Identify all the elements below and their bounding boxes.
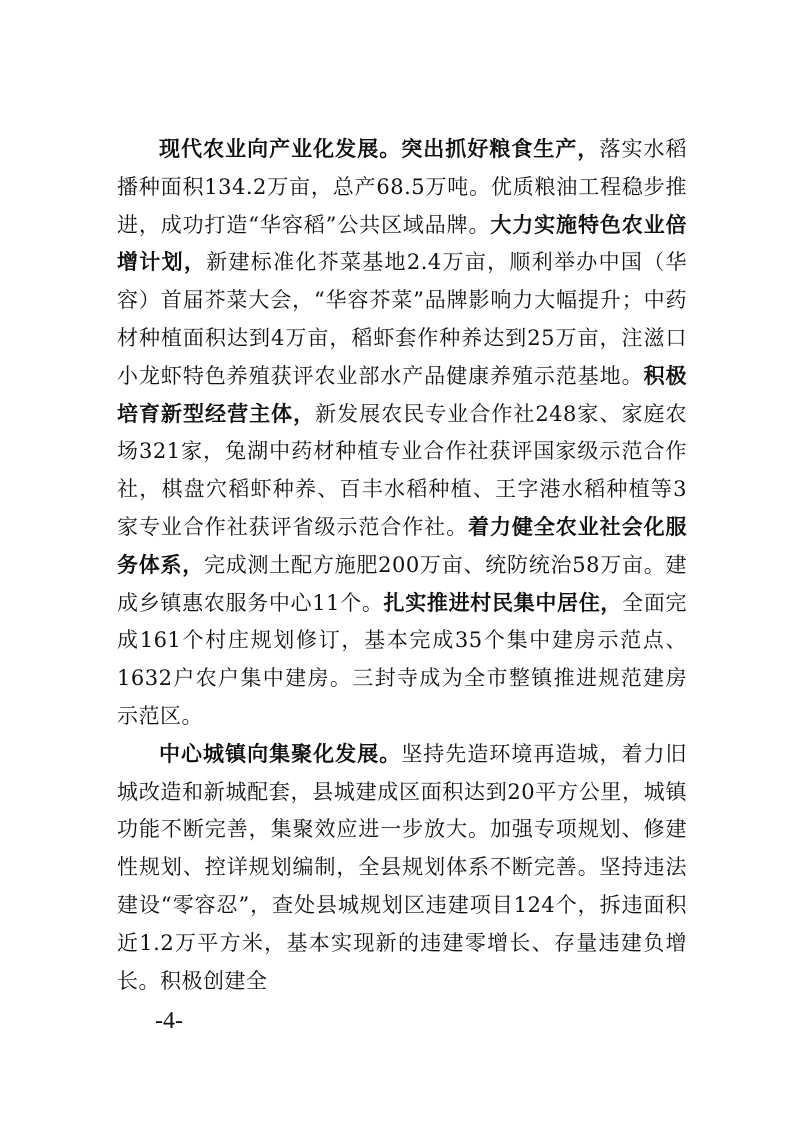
body-text: 完成测土配方施肥200万亩、统防统治58万亩。建成乡镇惠农服务中心11个。 (117, 552, 687, 615)
body-text: 落实水稻播种面积134.2万亩，总产68.5万吨。优质粮油工程稳步推进，成功打造“华容稻”公共区域品牌。 (117, 137, 688, 237)
body-text: 全面完成161个村庄规划修订，基本完成35个集中建房示范点、1632户农户集中建房。三封寺成为全市整镇推进规范建房示范区。 (117, 590, 688, 728)
paragraph-agriculture (117, 131, 687, 736)
emphasis-specialty-agriculture: 大力实施特色农业倍增计划， (117, 212, 687, 275)
page-number: -4- (155, 1008, 183, 1034)
body-text: 新建标准化芥菜基地2.4万亩，顺利举办中国（华容）首届芥菜大会，“华容芥菜”品牌影响力大幅提升；中药材种植面积达到4万亩，稻虾套作种养达到25万亩，注滋口小龙虾特色养殖获评农业部水产品健康养殖示范基地。 (117, 250, 687, 388)
body-text: 坚持先造环境再造城，着力旧城改造和新城配套，县城建成区面积达到20平方公里，城镇功能不断完善，集聚效应进一步放大。加强专项规划、修建性规划、控详规划编制，全县规划体系不断完善。坚持违法建设“零容忍”，查处县城规划区违建项目124个，拆违面积近1.2万平方米，基本实现新的违建零增长、存量违建负增长。积极创建全 (117, 741, 688, 993)
emphasis-grain-production: 突出抓好粮食生产， (401, 137, 600, 161)
emphasis-concentrated-residence: 扎实推进村民集中居住， (383, 590, 623, 615)
heading-modern-agriculture: 现代农业向产业化发展。 (159, 137, 402, 161)
body-text: 新发展农民专业合作社248家、家庭农场321家，兔湖中药材种植专业合作社获评国家级示范合作社，棋盘穴稻虾种养、百丰水稻种植、王字港水稻种植等3家专业合作社获评省级示范合作社。 (117, 401, 687, 539)
document-body (117, 131, 687, 1000)
heading-central-towns: 中心城镇向集聚化发展。 (159, 741, 402, 766)
emphasis-socialized-services: 着力健全农业社会化服务体系， (117, 514, 688, 577)
paragraph-urban-development (117, 736, 687, 1001)
emphasis-new-business-entities: 积极培育新型经营主体， (117, 363, 688, 426)
